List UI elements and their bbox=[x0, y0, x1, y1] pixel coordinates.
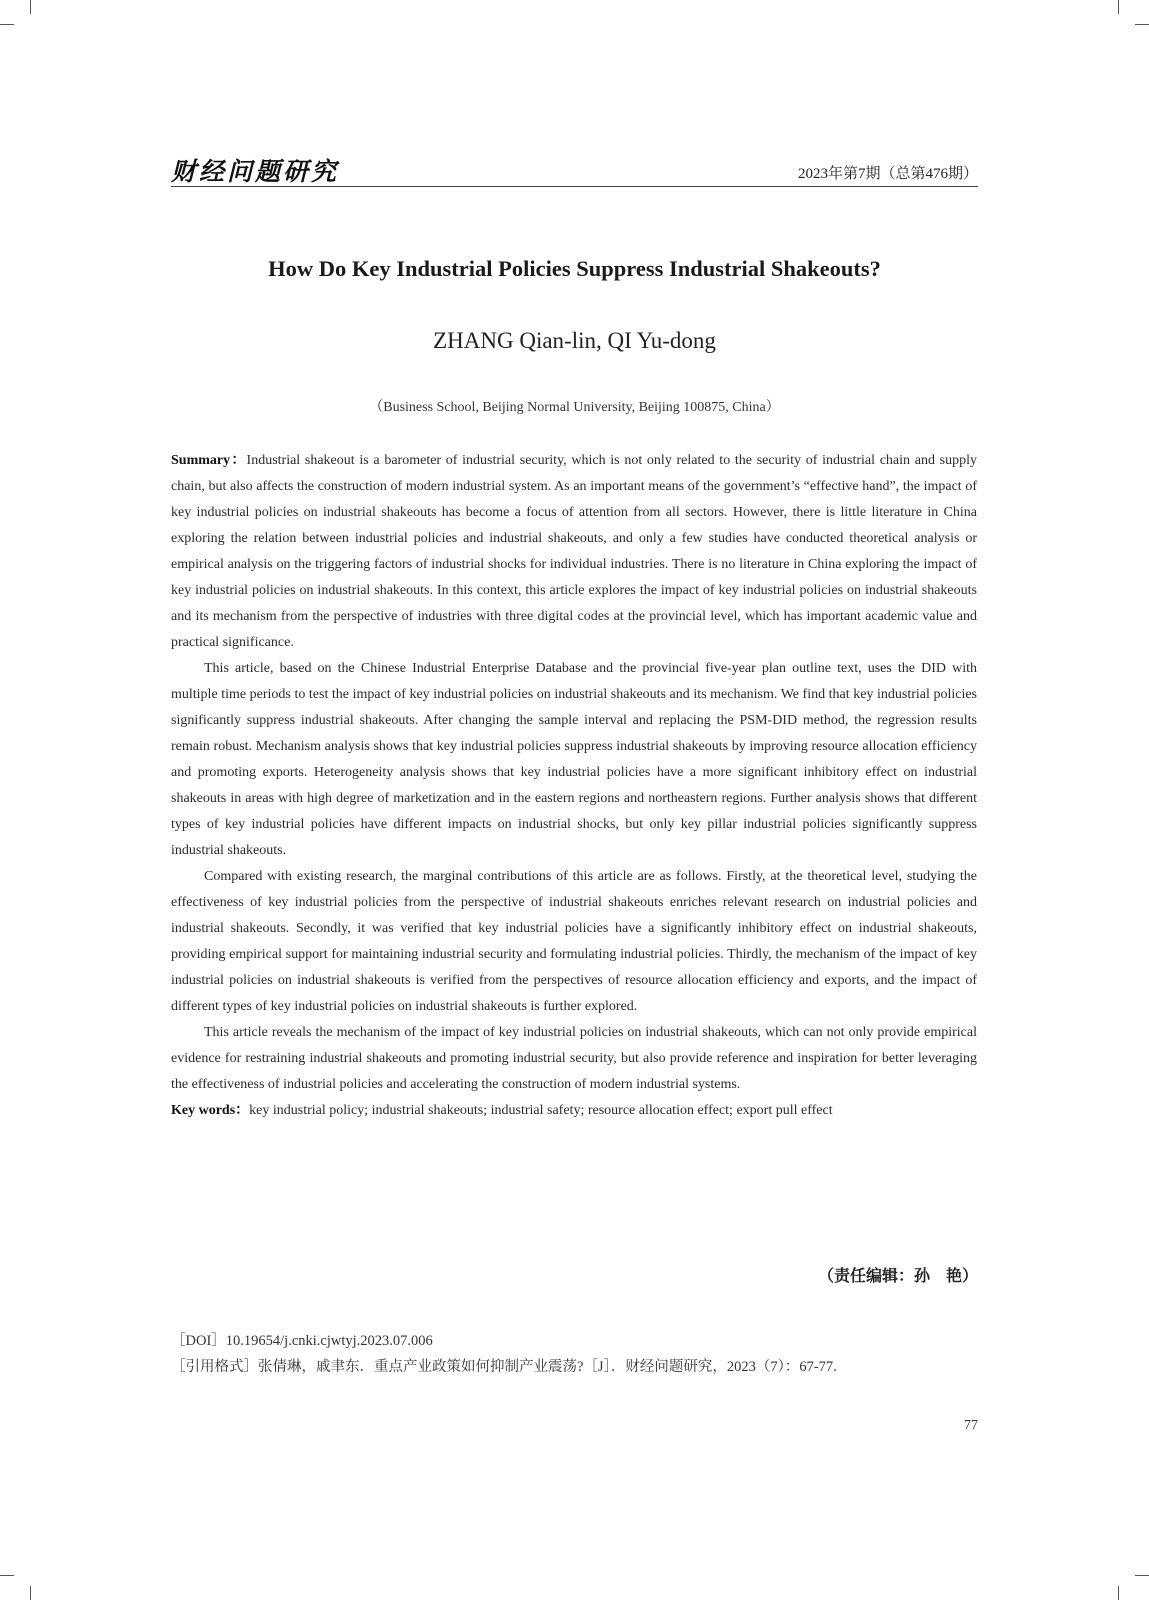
crop-mark bbox=[0, 24, 14, 25]
article-authors: ZHANG Qian-lin, QI Yu-dong bbox=[433, 328, 716, 353]
crop-mark bbox=[1118, 0, 1119, 14]
abstract-paragraph-text: Industrial shakeout is a barometer of industrial security, which is not only related to the security of industrial chain and supply chain, but also affects the construction of modern industrial system. As an important means of the government’s “effective hand”, the impact of key industrial policies on industrial shakeouts has become a focus of attention from all sectors. However, there is little literature in China exploring the relation between industrial policies and industrial shakeouts, and only a few studies have conducted theoretical analysis or empirical analysis on the triggering factors of industrial shocks for individual industries. There is no literature in China exploring the impact of key industrial policies on industrial shakeouts. In this context, this article explores the impact of key industrial policies on industrial shakeouts and its mechanism from the perspective of industries with three digital codes at the provincial level, which has important academic value and practical significance. bbox=[171, 453, 977, 650]
abstract-paragraph: This article, based on the Chinese Industrial Enterprise Database and the provincial five-year plan outline text, uses the DID with multiple time periods to test the impact of key industrial policies on industrial shakeouts and its mechanism. We find that key industrial policies significantly suppress industrial shakeouts. After changing the sample interval and replacing the PSM-DID method, the regression results remain robust. Mechanism analysis shows that key industrial policies suppress industrial shakeouts by improving resource allocation efficiency and promoting exports. Heterogeneity analysis shows that key industrial policies have a more significant inhibitory effect on industrial shakeouts in areas with high degree of marketization and in the eastern regions and northeastern regions. Further analysis shows that different types of key industrial policies have different impacts on industrial shocks, but only key pillar industrial policies significantly suppress industrial shakeouts. bbox=[171, 661, 977, 858]
doi-reference: ［DOI］10.19654/j.cnki.cjwtyj.2023.07.006 bbox=[171, 1333, 433, 1349]
author-affiliation: （Business School, Beijing Normal University, Beijing 100875, China） bbox=[369, 400, 780, 415]
crop-mark bbox=[1135, 24, 1149, 25]
journal-logo: 财经问题研究 bbox=[171, 157, 340, 186]
keywords-text: key industrial policy; industrial shakeouts; industrial safety; resource allocation effect; export pull effect bbox=[249, 1103, 833, 1118]
citation-format: ［引用格式］张倩琳，戚聿东．重点产业政策如何抑制产业震荡?［J］．财经问题研究，2023（7）：67-77. bbox=[171, 1359, 837, 1375]
abstract-paragraph: This article reveals the mechanism of the impact of key industrial policies on industrial shakeouts, which can not only provide empirical evidence for restraining industrial shakeouts and promoting industrial security, but also provide reference and inspiration for better leveraging the effectiveness of industrial policies and accelerating the construction of modern industrial systems. bbox=[171, 1025, 977, 1092]
page-header bbox=[171, 152, 978, 187]
crop-mark bbox=[1135, 1575, 1149, 1576]
abstract-body bbox=[171, 448, 977, 1124]
keywords-label: Key words： bbox=[171, 1103, 250, 1118]
crop-mark bbox=[0, 1575, 14, 1576]
issue-info: 2023年第7期（总第476期） bbox=[797, 166, 978, 182]
crop-mark bbox=[1118, 1586, 1119, 1600]
crop-mark bbox=[30, 0, 31, 14]
abstract-paragraph bbox=[171, 448, 977, 656]
responsible-editor: （责任编辑：孙 艳） bbox=[817, 1266, 978, 1285]
crop-mark bbox=[30, 1586, 31, 1600]
abstract-paragraph: Compared with existing research, the marginal contributions of this article are as follows. Firstly, at the theoretical level, studying the effectiveness of key industrial policies from the perspective of industrial shakeouts enriches relevant research on industrial policies and industrial shakeouts. Secondly, it was verified that key industrial policies have a significantly inhibitory effect on industrial shakeouts, providing empirical support for maintaining industrial security and formulating industrial policies. Thirdly, the mechanism of the impact of key industrial policies on industrial shakeouts is verified from the perspectives of resource allocation efficiency and exports, and the impact of different types of key industrial policies on industrial shakeouts is further explored. bbox=[171, 869, 977, 1014]
summary-label: Summary： bbox=[171, 453, 247, 468]
keywords-line bbox=[171, 1098, 977, 1124]
page-number: 77 bbox=[964, 1418, 978, 1433]
article-title: How Do Key Industrial Policies Suppress Industrial Shakeouts? bbox=[268, 256, 881, 281]
